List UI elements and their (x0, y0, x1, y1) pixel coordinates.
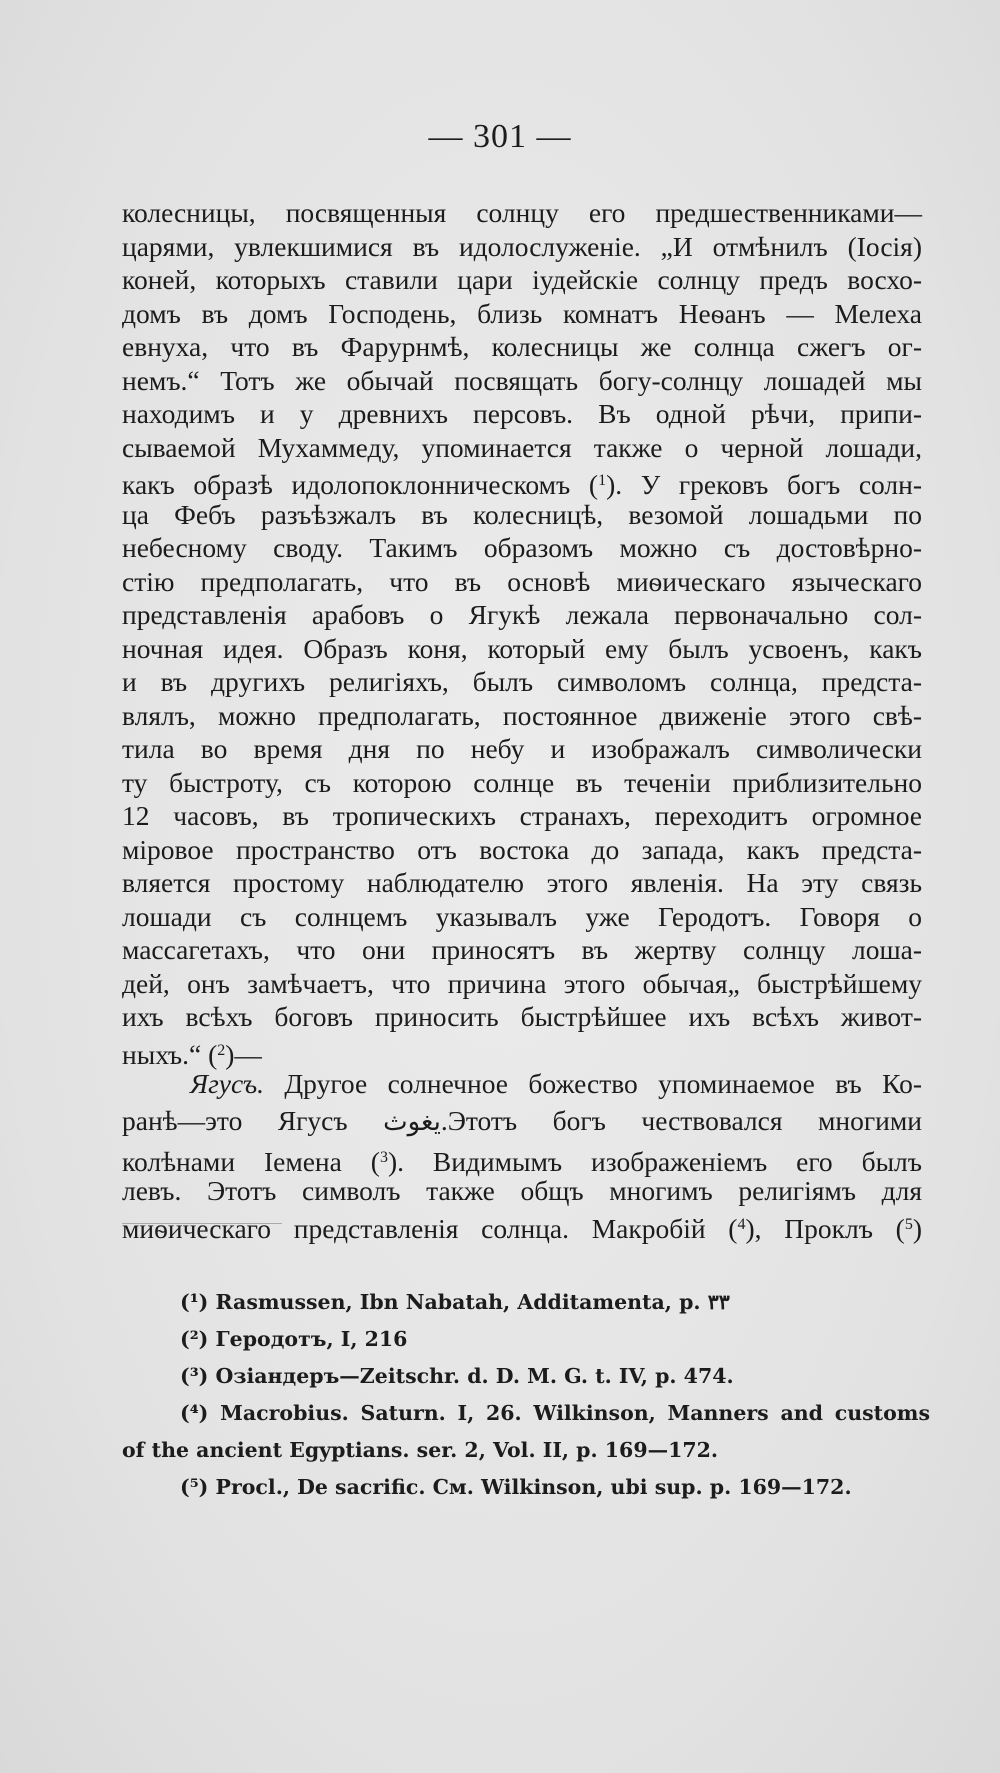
footnote (122, 1358, 930, 1395)
text-segment: миѳическаго представленія солнца. Макробій ( (122, 1212, 738, 1244)
footnote-ref: 4 (737, 1215, 746, 1233)
text-line (122, 1034, 922, 1068)
text-line: немъ.“ Тотъ же обычай посвящать богу-солнцу лошадей мы (122, 364, 922, 396)
text-line: ихъ всѣхъ боговъ приносить быстрѣйшее ихъ всѣхъ живот- (122, 1001, 922, 1032)
footnote-ref: 3 (379, 1148, 388, 1166)
section-term: Ягусъ. (190, 1068, 265, 1099)
text-line: дей, онъ замѣчаетъ, что причина этого обычая„ быстрѣйшему (122, 967, 922, 999)
text-segment: ), Проклъ ( (745, 1212, 905, 1244)
footnote-text: Озіандеръ—Zeitschr. d. D. M. G. t. IV, p. 474. (215, 1364, 734, 1388)
footnote-mark: (⁵) (180, 1475, 209, 1499)
footnote-text: Macrobius. Saturn. I, 26. Wilkinson, Manners and customs (220, 1401, 931, 1425)
footnote-mark: (¹) (180, 1290, 209, 1314)
text-segment: колѣнами Iемена ( (122, 1145, 380, 1177)
text-segment: .Этотъ богъ чествовался многими (440, 1104, 922, 1136)
footnote-mark: (⁴) (180, 1401, 209, 1425)
text-segment: Другое солнечное божество упоминаемое въ Ко- (284, 1068, 922, 1099)
footnote (122, 1395, 930, 1432)
footnote-ref: 5 (904, 1215, 913, 1233)
text-line: небесному своду. Такимъ образомъ можно съ достовѣрно- (122, 532, 922, 563)
text-line: и въ другихъ религіяхъ, былъ символомъ солнца, предста- (122, 666, 922, 697)
text-line: вляется простому наблюдателю этого явленія. На эту связь (122, 867, 922, 898)
text-line (122, 464, 922, 498)
footnote-ref: 1 (598, 472, 607, 489)
footnote (122, 1321, 930, 1358)
text-line: коней, которыхъ ставили цари іудейскіе солнцу предъ восхо- (122, 264, 922, 295)
footnote (122, 1284, 930, 1321)
text-line: стію предполагать, что въ основѣ миѳическаго языческаго (122, 565, 922, 597)
text-line: сываемой Мухаммеду, упоминается также о черной лошади, (122, 431, 922, 463)
text-line: домъ въ домъ Господень, близь комнатъ Неѳанъ — Мелеха (122, 297, 922, 329)
text-line: ночная идея. Образъ коня, который ему былъ усвоенъ, какъ (122, 632, 922, 664)
text-line: находимъ и у древнихъ персовъ. Въ одной рѣчи, припи- (122, 398, 922, 429)
text-line: представленія арабовъ о Ягукѣ лежала первоначально сол- (122, 599, 922, 630)
footnote-text: Геродотъ, I, 216 (215, 1327, 408, 1351)
footnote-text: Procl., De sacrific. См. Wilkinson, ubi sup. p. 169—172. (215, 1475, 852, 1499)
footnote-text: of the ancient Egyptians. ser. 2, Vol. II, p. 169—172. (122, 1438, 719, 1462)
body-text (122, 196, 923, 1244)
text-segment: )— (225, 1038, 262, 1070)
text-line: 12 часовъ, въ тропическихъ странахъ, переходитъ огромное (122, 800, 922, 831)
text-line (122, 1208, 922, 1242)
text-line: царями, увлекшимися въ идолослуженіе. „И отмѣнилъ (Іосія) (122, 230, 922, 262)
footnote-ref: 2 (217, 1041, 226, 1059)
text-line: влялъ, можно предполагать, постоянное движеніе этого свѣ- (122, 699, 922, 731)
text-line: тила во время дня по небу и изображалъ символически (122, 733, 922, 764)
footnote-text: Rasmussen, Ibn Nabatah, Additamenta, p. ٣٣ (215, 1290, 730, 1314)
footnote (122, 1469, 930, 1506)
text-segment: ). У грековъ богъ солн- (606, 469, 923, 500)
text-line: левъ. Этотъ символъ также общъ многимъ религіямъ для (122, 1175, 922, 1206)
text-segment: какъ образѣ идолопоклонническомъ ( (122, 469, 599, 500)
text-line: ту быстроту, съ которою солнце въ теченіи приблизительно (122, 766, 922, 798)
text-line: евнуха, что въ Фарурнмѣ, колесницы же солнца сжегъ ог- (122, 331, 922, 362)
text-segment: ранѣ—это Ягусъ (122, 1104, 384, 1136)
text-line: міровое пространство отъ востока до запада, какъ предста- (122, 833, 922, 865)
text-segment: ). Видимымъ изображеніемъ его былъ (387, 1145, 922, 1177)
text-line: ца Фебъ разъѣзжалъ въ колесницѣ, везомой лошадьми по (122, 498, 922, 530)
text-line (122, 1067, 922, 1101)
arabic-word: يغوث (383, 1106, 441, 1137)
footnote-continuation (122, 1432, 930, 1469)
text-line (122, 1101, 922, 1141)
footnotes (122, 1284, 930, 1506)
text-line: колесницы, посвященныя солнцу его предшественниками— (122, 197, 922, 228)
text-line: массагетахъ, что они приносятъ въ жертву солнцу лоша- (122, 934, 922, 965)
text-line: лошади съ солнцемъ указывалъ уже Геродотъ. Говоря о (122, 900, 922, 932)
page-number: — 301 — (428, 118, 572, 155)
text-line (122, 1141, 922, 1175)
footnote-divider (122, 1223, 282, 1224)
footnote-mark: (³) (180, 1364, 209, 1388)
footnote-mark: (²) (180, 1327, 209, 1351)
text-segment: ) (912, 1212, 922, 1244)
text-segment: ныхъ.“ ( (122, 1038, 218, 1070)
